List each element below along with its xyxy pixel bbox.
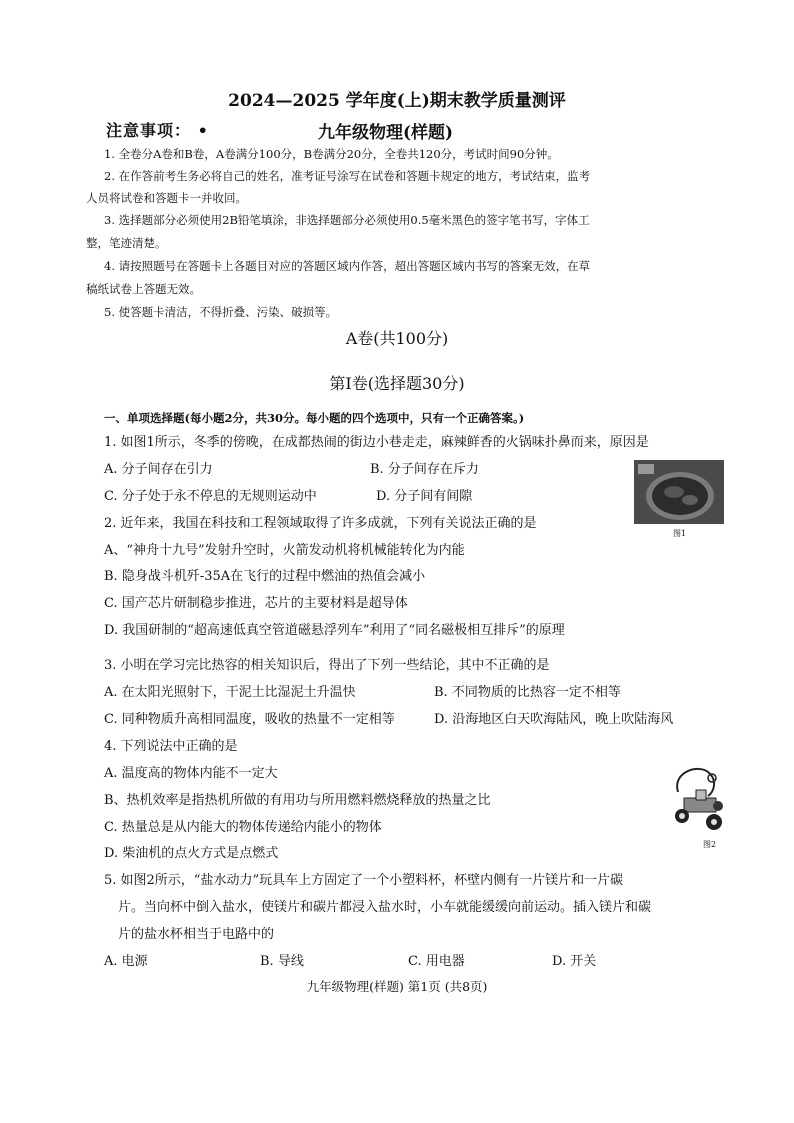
q5-stem-line-2: 片。当向杯中倒入盐水，使镁片和碳片都浸入盐水时，小车就能缓缓向前运动。插入镁片和碳 <box>118 900 652 915</box>
q1-option-d: D. 分子间有间隙 <box>376 489 473 504</box>
q5-option-d: D. 开关 <box>552 954 597 969</box>
q4-stem: 4. 下列说法中正确的是 <box>104 739 238 754</box>
q3-option-b: B. 不同物质的比热容一定不相等 <box>434 685 621 700</box>
q4-option-c: C. 热量总是从内能大的物体传递给内能小的物体 <box>104 820 382 835</box>
notice-4: 4. 请按照题号在答题卡上各题目对应的答题区域内作答，超出答题区域内书写的答案无效，在草 <box>104 259 591 273</box>
page-title: 2024—2025 学年度(上)期末教学质量测评 <box>228 91 566 111</box>
notice-3-cont: 整，笔迹清楚。 <box>86 236 167 250</box>
figure-2-toy-car-image <box>668 762 732 834</box>
q1-option-a: A. 分子间存在引力 <box>104 462 213 477</box>
hotpot-illustration <box>634 460 724 524</box>
notice-1: 1. 全卷分A卷和B卷，A卷满分100分，B卷满分20分，全卷共120分，考试时间90分钟。 <box>104 147 559 161</box>
notice-2-cont: 人员将试卷和答题卡一并收回。 <box>86 191 247 205</box>
q5-option-c: C. 用电器 <box>408 954 465 969</box>
figure-1-hotpot-image <box>634 460 724 524</box>
section-a-heading: A卷(共100分) <box>345 329 449 348</box>
notice-label: 注意事项： • <box>106 121 209 140</box>
instruction: 一、单项选择题(每小题2分，共30分。每小题的四个选项中，只有一个正确答案。) <box>104 411 525 425</box>
toy-car-illustration <box>668 762 732 834</box>
notice-3: 3. 选择题部分必须使用2B铅笔填涂，非选择题部分必须使用0.5毫米黑色的签字笔书写，字体工 <box>104 213 590 227</box>
figure-2-caption: 图2 <box>703 840 717 849</box>
notice-5: 5. 使答题卡清洁，不得折叠、污染、破损等。 <box>104 305 338 319</box>
q3-option-a: A. 在太阳光照射下，干泥土比湿泥土升温快 <box>104 685 356 700</box>
q1-option-c: C. 分子处于永不停息的无规则运动中 <box>104 489 317 504</box>
q5-option-a: A. 电源 <box>104 954 148 969</box>
page-footer: 九年级物理(样题) 第1页 (共8页) <box>306 979 488 994</box>
q3-option-c: C. 同种物质升高相同温度，吸收的热量不一定相等 <box>104 712 395 727</box>
q4-option-d: D. 柴油机的点火方式是点燃式 <box>104 846 279 861</box>
notice-4-cont: 稿纸试卷上答题无效。 <box>86 282 201 296</box>
q3-option-d: D. 沿海地区白天吹海陆风，晚上吹陆海风 <box>434 712 674 727</box>
q2-option-a: A、“神舟十九号”发射升空时，火箭发动机将机械能转化为内能 <box>104 543 465 558</box>
q2-option-c: C. 国产芯片研制稳步推进，芯片的主要材料是超导体 <box>104 596 408 611</box>
figure-1-caption: 图1 <box>673 529 687 538</box>
q1-option-b: B. 分子间存在斥力 <box>370 462 479 477</box>
q4-option-b: B、热机效率是指热机所做的有用功与所用燃料燃烧释放的热量之比 <box>104 793 491 808</box>
page-subtitle: 九年级物理(样题) <box>318 123 454 143</box>
section-i-heading: 第Ⅰ卷(选择题30分) <box>329 374 465 393</box>
q5-option-b: B. 导线 <box>260 954 304 969</box>
q1-stem: 1. 如图1所示，冬季的傍晚，在成都热闹的街边小巷走走，麻辣鲜香的火锅味扑鼻而来，原因是 <box>104 435 649 450</box>
q5-stem-line-3: 片的盐水杯相当于电路中的 <box>118 927 275 942</box>
q2-option-b: B. 隐身战斗机歼-35A在飞行的过程中燃油的热值会减小 <box>104 569 426 584</box>
notice-2: 2. 在作答前考生务必将自己的姓名，准考证号涂写在试卷和答题卡规定的地方，考试结束，监考 <box>104 169 591 183</box>
q5-stem-line-1: 5. 如图2所示，“盐水动力”玩具车上方固定了一个小塑料杯，杯壁内侧有一片镁片和一片碳 <box>104 873 624 888</box>
q2-stem: 2. 近年来，我国在科技和工程领域取得了许多成就，下列有关说法正确的是 <box>104 516 537 531</box>
q4-option-a: A. 温度高的物体内能不一定大 <box>104 766 278 781</box>
q3-stem: 3. 小明在学习完比热容的相关知识后，得出了下列一些结论，其中不正确的是 <box>104 658 550 673</box>
q2-option-d: D. 我国研制的“超高速低真空管道磁悬浮列车”利用了“同名磁极相互排斥”的原理 <box>104 623 565 638</box>
